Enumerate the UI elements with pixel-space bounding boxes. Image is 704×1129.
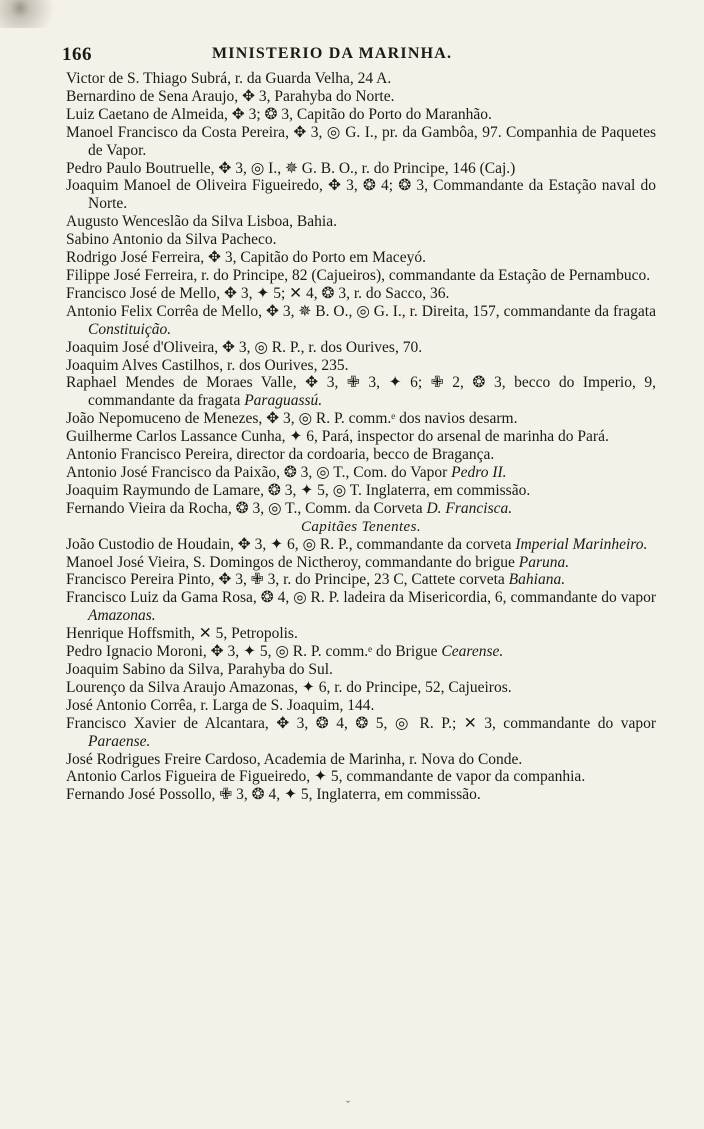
running-title: MINISTERIO DA MARINHA.	[212, 45, 453, 62]
list-item: Fernando Vieira da Rocha, ❂ 3, ◎ T., Comm. da Corveta D. Francisca.	[66, 499, 513, 517]
list-item: Pedro Ignacio Moroni, ✥ 3, ✦ 5, ◎ R. P. comm.ᵉ do Brigue Cearense.	[66, 643, 504, 661]
list-item: Manoel José Vieira, S. Domingos de Nictheroy, commandante do brigue Paruna.	[66, 553, 570, 571]
list-item: Guilherme Carlos Lassance Cunha, ✦ 6, Pará, inspector do arsenal de marinha do Pará.	[66, 428, 609, 446]
list-item: Francisco Xavier de Alcantara, ✥ 3, ❂ 4, ❂ 5, ◎ R. P.; ✕ 3, commandante do vapor Paraense.	[66, 714, 656, 750]
section-heading: Capitães Tenentes.	[301, 518, 421, 535]
list-item: Pedro Paulo Boutruelle, ✥ 3, ◎ I., ✵ G. B. O., r. do Principe, 146 (Caj.)	[66, 159, 516, 177]
list-item: Augusto Wenceslão da Silva Lisboa, Bahia.	[66, 213, 337, 231]
list-item: Manoel Francisco da Costa Pereira, ✥ 3, ◎ G. I., pr. da Gambôa, 97. Companhia de Paquetes de Vapor.	[66, 123, 656, 159]
list-item: Lourenço da Silva Araujo Amazonas, ✦ 6, r. do Principe, 52, Cajueiros.	[66, 678, 512, 696]
list-item: Antonio Francisco Pereira, director da cordoaria, becco de Bragança.	[66, 446, 495, 464]
list-item: Joaquim Raymundo de Lamare, ❂ 3, ✦ 5, ◎ T. Inglaterra, em commissão.	[66, 481, 531, 499]
footer-mark: ˇ	[346, 1098, 350, 1112]
list-item: Bernardino de Sena Araujo, ✥ 3, Parahyba do Norte.	[66, 87, 395, 105]
list-item: José Rodrigues Freire Cardoso, Academia de Marinha, r. Nova do Conde.	[66, 750, 523, 768]
list-item: Joaquim Manoel de Oliveira Figueiredo, ✥ 3, ❂ 4; ❂ 3, Commandante da Estação naval do Norte.	[66, 177, 656, 213]
list-item: Antonio Felix Corrêa de Mello, ✥ 3, ✵ B. O., ◎ G. I., r. Direita, 157, commandante da fragata Constituição.	[66, 302, 656, 338]
list-item: Joaquim Sabino da Silva, Parahyba do Sul.	[66, 661, 333, 678]
list-item: Henrique Hoffsmith, ✕ 5, Petropolis.	[66, 625, 298, 643]
list-item: Fernando José Possollo, ✙ 3, ❂ 4, ✦ 5, Inglaterra, em commissão.	[66, 786, 481, 804]
entry-list	[66, 70, 656, 804]
list-item: Raphael Mendes de Moraes Valle, ✥ 3, ✙ 3, ✦ 6; ✙ 2, ❂ 3, becco do Imperio, 9, commandante da fragata Paraguassú.	[66, 374, 656, 410]
list-item: Joaquim José d'Oliveira, ✥ 3, ◎ R. P., r. dos Ourives, 70.	[66, 338, 423, 356]
list-item: José Antonio Corrêa, r. Larga de S. Joaquim, 144.	[66, 696, 375, 714]
list-item: Luiz Caetano de Almeida, ✥ 3; ❂ 3, Capitão do Porto do Maranhão.	[66, 105, 492, 123]
page-header	[62, 44, 662, 68]
list-item: Joaquim Alves Castilhos, r. dos Ourives, 235.	[66, 356, 349, 374]
ink-smudge	[0, 0, 70, 28]
list-item: João Nepomuceno de Menezes, ✥ 3, ◎ R. P. comm.ᵉ dos navios desarm.	[66, 410, 518, 428]
list-item: Francisco Luiz da Gama Rosa, ❂ 4, ◎ R. P. ladeira da Misericordia, 6, commandante do vapor Amazonas.	[66, 589, 656, 625]
list-item: Rodrigo José Ferreira, ✥ 3, Capitão do Porto em Maceyó.	[66, 249, 426, 267]
list-item: Filippe José Ferreira, r. do Principe, 82 (Cajueiros), commandante da Estação de Pernambuco.	[66, 266, 651, 284]
list-item: João Custodio de Houdain, ✥ 3, ✦ 6, ◎ R. P., commandante da corveta Imperial Marinheiro.	[66, 535, 648, 553]
list-item: Victor de S. Thiago Subrá, r. da Guarda Velha, 24 A.	[66, 70, 392, 87]
list-item: Francisco José de Mello, ✥ 3, ✦ 5; ✕ 4, ❂ 3, r. do Sacco, 36.	[66, 284, 450, 302]
list-item: Francisco Pereira Pinto, ✥ 3, ✙ 3, r. do Principe, 23 C, Cattete corveta Bahiana.	[66, 571, 566, 589]
list-item: Antonio José Francisco da Paixão, ❂ 3, ◎ T., Com. do Vapor Pedro II.	[66, 463, 507, 481]
list-item: Antonio Carlos Figueira de Figueiredo, ✦ 5, commandante de vapor da companhia.	[66, 768, 586, 786]
page-number: 166	[62, 44, 92, 65]
list-item: Sabino Antonio da Silva Pacheco.	[66, 231, 277, 249]
